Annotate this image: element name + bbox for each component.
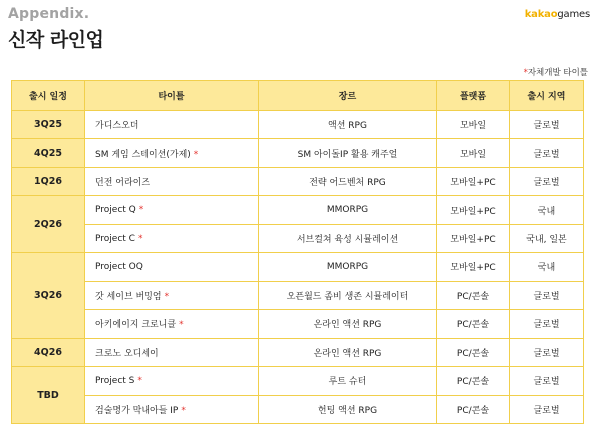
genre-cell: 오픈월드 좀비 생존 시뮬레이터: [259, 281, 437, 309]
column-header: 출시 지역: [510, 81, 584, 111]
release-period-cell: 1Q26: [12, 167, 85, 195]
title-cell: [85, 281, 259, 309]
platform-cell: 모바일+PC: [437, 167, 510, 195]
title-text: 아키에이지 크로니클: [95, 320, 177, 331]
platform-cell: PC/콘솔: [437, 395, 510, 423]
release-period-cell: 4Q25: [12, 139, 85, 167]
table-body: [12, 111, 584, 424]
region-cell: 국내, 일본: [510, 224, 584, 252]
platform-cell: 모바일: [437, 139, 510, 167]
table-row: [12, 139, 584, 167]
platform-cell: PC/콘솔: [437, 367, 510, 395]
legend-note: [524, 66, 588, 78]
in-house-asterisk: *: [164, 291, 170, 302]
legend-note-text: 자체개발 타이틀: [527, 68, 588, 78]
table-row: [12, 167, 584, 195]
region-cell: 글로벌: [510, 139, 584, 167]
platform-cell: PC/콘솔: [437, 310, 510, 338]
title-text: 던전 어라이즈: [95, 178, 151, 189]
title-cell: [85, 395, 259, 423]
title-text: 가디스오더: [95, 121, 139, 132]
table-row: [12, 338, 584, 366]
title-cell: [85, 338, 259, 366]
platform-cell: 모바일: [437, 111, 510, 139]
table-row: [12, 224, 584, 252]
genre-cell: SM 아이돌IP 활용 캐주얼: [259, 139, 437, 167]
title-text: 크로노 오디세이: [95, 348, 159, 359]
in-house-asterisk: *: [179, 320, 184, 331]
appendix-label: Appendix.: [8, 6, 90, 22]
title-text: Project OQ: [95, 261, 143, 272]
title-cell: [85, 139, 259, 167]
genre-cell: 온라인 액션 RPG: [259, 338, 437, 366]
in-house-asterisk: *: [193, 149, 199, 160]
genre-cell: 서브컬쳐 육성 시뮬레이션: [259, 224, 437, 252]
genre-cell: MMORPG: [259, 196, 437, 224]
title-cell: [85, 111, 259, 139]
table-row: [12, 253, 584, 281]
region-cell: 국내: [510, 196, 584, 224]
platform-cell: 모바일+PC: [437, 224, 510, 252]
logo-suffix: games: [557, 9, 590, 20]
logo-brand: kakao: [524, 9, 558, 20]
region-cell: 글로벌: [510, 167, 584, 195]
platform-cell: PC/콘솔: [437, 338, 510, 366]
column-header: 출시 일정: [12, 81, 85, 111]
title-text: SM 게임 스테이션(가제): [95, 149, 191, 160]
region-cell: 글로벌: [510, 111, 584, 139]
title-cell: [85, 196, 259, 224]
region-cell: 글로벌: [510, 281, 584, 309]
genre-cell: 액션 RPG: [259, 111, 437, 139]
table-row: [12, 310, 584, 338]
region-cell: 글로벌: [510, 395, 584, 423]
table-row: [12, 395, 584, 423]
in-house-asterisk: *: [181, 405, 186, 416]
region-cell: 글로벌: [510, 310, 584, 338]
platform-cell: 모바일+PC: [437, 253, 510, 281]
platform-cell: PC/콘솔: [437, 281, 510, 309]
release-period-cell: 4Q26: [12, 338, 85, 366]
genre-cell: 헌팅 액션 RPG: [259, 395, 437, 423]
kakao-games-logo: [525, 9, 590, 20]
region-cell: 국내: [510, 253, 584, 281]
table-row: [12, 281, 584, 309]
genre-cell: MMORPG: [259, 253, 437, 281]
title-cell: [85, 167, 259, 195]
title-cell: [85, 310, 259, 338]
release-lineup-table: [11, 80, 584, 424]
genre-cell: 루트 슈터: [259, 367, 437, 395]
title-text: Project C: [95, 233, 135, 244]
table-row: [12, 196, 584, 224]
region-cell: 글로벌: [510, 338, 584, 366]
page-title: 신작 라인업: [8, 29, 104, 51]
release-period-cell: TBD: [12, 367, 85, 424]
asterisk-marker: *: [523, 68, 528, 78]
title-text: 검술명가 막내아들 IP: [95, 405, 179, 416]
title-cell: [85, 253, 259, 281]
region-cell: 글로벌: [510, 367, 584, 395]
column-header: 장르: [259, 81, 437, 111]
title-text: Project Q: [95, 205, 136, 216]
release-period-cell: 2Q26: [12, 196, 85, 253]
title-cell: [85, 367, 259, 395]
genre-cell: 온라인 액션 RPG: [259, 310, 437, 338]
release-period-cell: 3Q26: [12, 253, 85, 338]
title-text: Project S: [95, 375, 135, 386]
in-house-asterisk: *: [137, 375, 142, 386]
release-period-cell: 3Q25: [12, 111, 85, 139]
title-text: 갓 세이브 버밍엄: [95, 291, 162, 302]
table-header-row: [12, 81, 584, 111]
platform-cell: 모바일+PC: [437, 196, 510, 224]
genre-cell: 전략 어드벤처 RPG: [259, 167, 437, 195]
title-cell: [85, 224, 259, 252]
table-row: [12, 367, 584, 395]
in-house-asterisk: *: [138, 205, 144, 216]
in-house-asterisk: *: [137, 233, 143, 244]
column-header: 타이틀: [85, 81, 259, 111]
table-row: [12, 111, 584, 139]
column-header: 플랫폼: [437, 81, 510, 111]
